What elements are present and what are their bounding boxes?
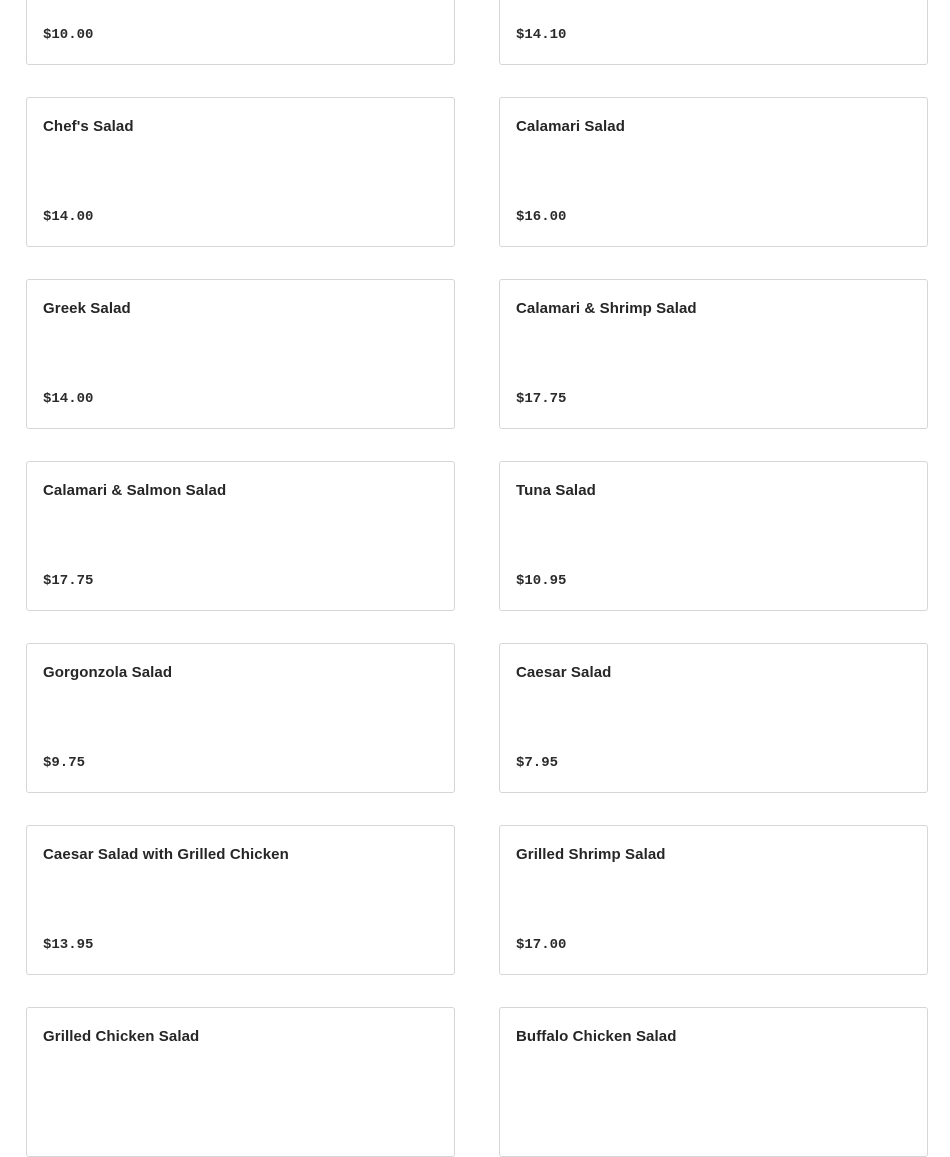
menu-item-name: Calamari & Shrimp Salad xyxy=(516,300,697,317)
menu-item-card[interactable] xyxy=(26,461,455,611)
menu-item-card[interactable] xyxy=(499,1007,928,1157)
menu-item-card[interactable] xyxy=(499,279,928,429)
menu-item-name: Grilled Shrimp Salad xyxy=(516,846,666,863)
menu-item-card[interactable] xyxy=(499,643,928,793)
menu-item-card[interactable] xyxy=(26,97,455,247)
menu-item-price: $10.00 xyxy=(43,27,94,43)
menu-item-price: $9.75 xyxy=(43,755,86,771)
menu-item-name: Calamari Salad xyxy=(516,118,625,135)
menu-items-grid xyxy=(26,0,928,1157)
menu-item-price: $17.75 xyxy=(43,573,94,589)
menu-item-name: Gorgonzola Salad xyxy=(43,664,173,681)
menu-item-price: $16.00 xyxy=(516,209,567,225)
menu-item-name: Calamari & Salmon Salad xyxy=(43,482,227,499)
menu-item-name: Chef's Salad xyxy=(43,118,134,135)
menu-item-price: $13.95 xyxy=(43,937,94,953)
menu-item-name: Grilled Chicken Salad xyxy=(43,1028,200,1045)
menu-item-card[interactable] xyxy=(26,825,455,975)
menu-item-price: $14.00 xyxy=(43,209,94,225)
menu-item-card[interactable] xyxy=(26,279,455,429)
menu-item-price: $14.10 xyxy=(516,27,567,43)
menu-item-card[interactable] xyxy=(499,461,928,611)
menu-item-name: Caesar Salad with Grilled Chicken xyxy=(43,846,289,863)
menu-item-card[interactable] xyxy=(26,1007,455,1157)
menu-item-name: Tuna Salad xyxy=(516,482,596,499)
menu-item-price: $7.95 xyxy=(516,755,559,771)
menu-item-card[interactable] xyxy=(26,0,455,65)
menu-item-card[interactable] xyxy=(26,643,455,793)
menu-item-price: $14.00 xyxy=(43,391,94,407)
menu-item-name: Greek Salad xyxy=(43,300,131,317)
menu-item-price: $17.00 xyxy=(516,937,567,953)
menu-item-name: Buffalo Chicken Salad xyxy=(516,1028,677,1045)
menu-item-price: $17.75 xyxy=(516,391,567,407)
menu-item-price: $10.95 xyxy=(516,573,567,589)
menu-item-card[interactable] xyxy=(499,825,928,975)
menu-item-name: Caesar Salad xyxy=(516,664,612,681)
menu-item-card[interactable] xyxy=(499,97,928,247)
menu-item-card[interactable] xyxy=(499,0,928,65)
